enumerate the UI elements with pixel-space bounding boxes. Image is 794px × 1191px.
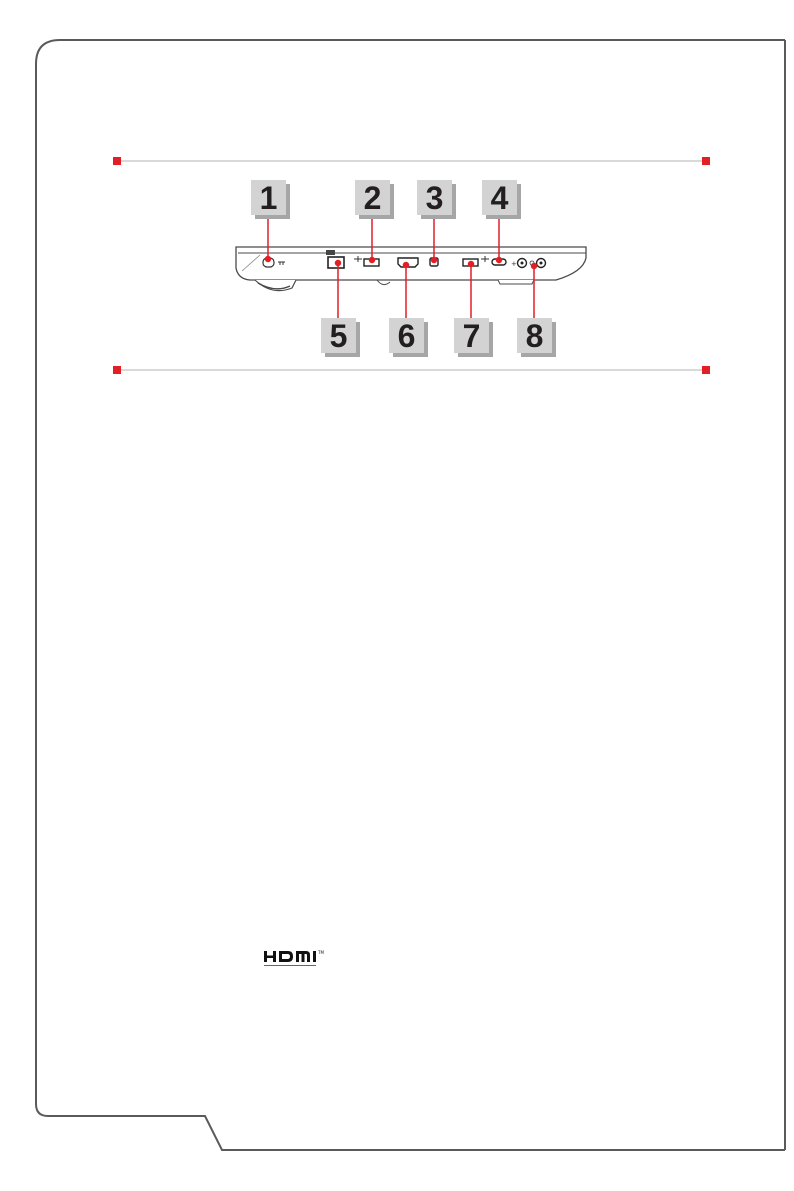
callout-1: 1 [251, 180, 286, 215]
mic-icon: + [511, 260, 517, 268]
middle-foot [377, 280, 390, 285]
callout-3: 3 [417, 180, 452, 215]
callout-5: 5 [321, 318, 356, 353]
svg-text:TM: TM [318, 950, 324, 955]
hdmi-logo [262, 948, 334, 972]
network-icon [326, 250, 335, 255]
callout-4: 4 [482, 180, 517, 215]
callout-7: 7 [454, 318, 489, 353]
callout-6: 6 [389, 318, 424, 353]
callout-8: 8 [517, 318, 552, 353]
callout-2: 2 [355, 180, 390, 215]
front-foot [498, 280, 534, 284]
